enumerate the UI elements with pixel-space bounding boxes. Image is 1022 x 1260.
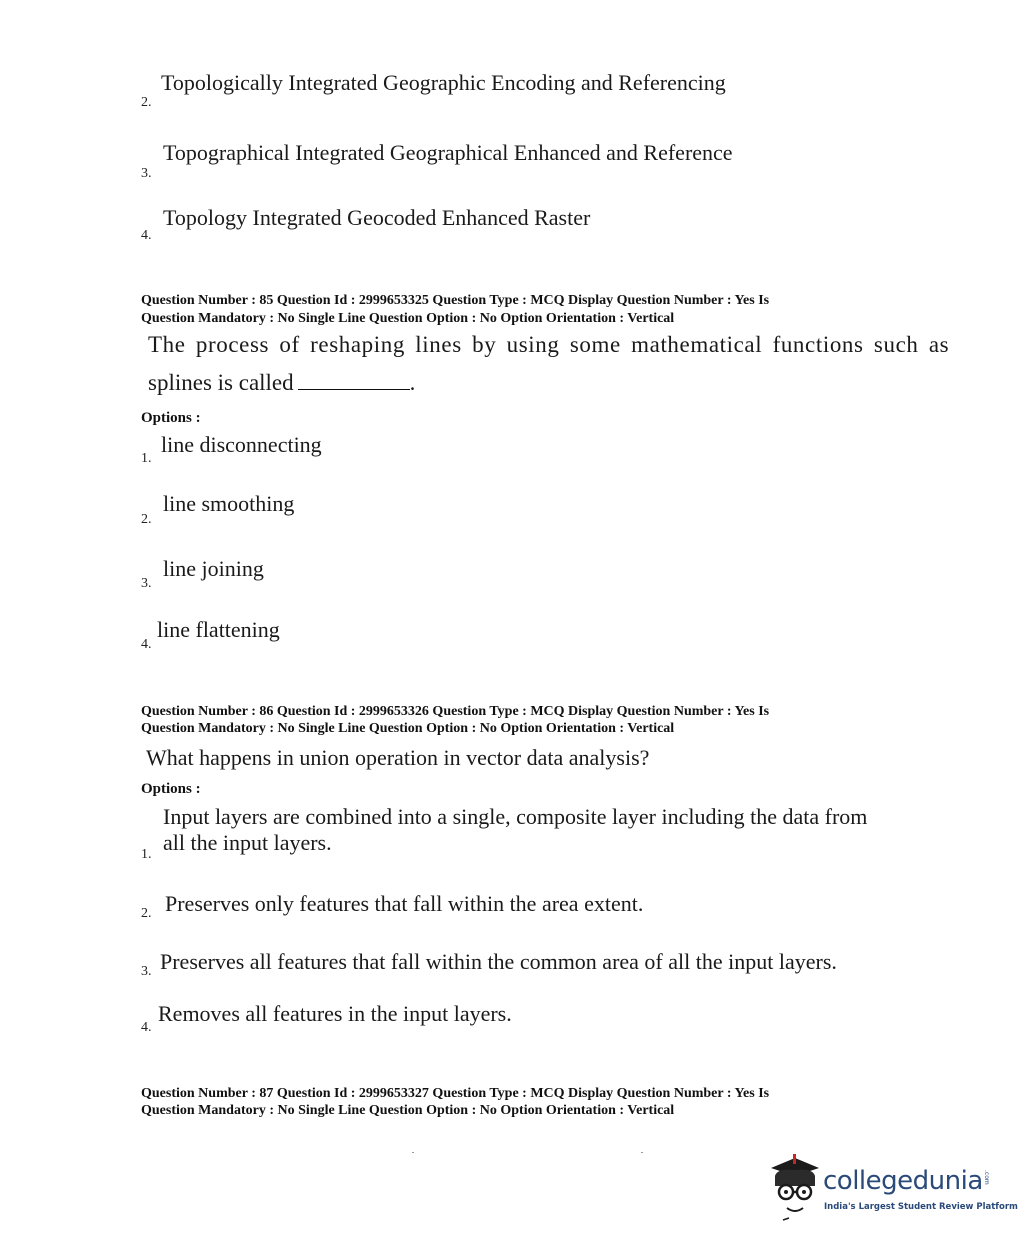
option-number: 2. — [141, 512, 152, 527]
option-text: Preserves only features that fall within the area extent. — [165, 891, 644, 916]
brand-name: collegedunia — [823, 1166, 983, 1196]
question-text-line1: The process of reshaping lines by using some mathematical functions such as — [148, 332, 950, 357]
option-text: line joining — [163, 556, 264, 581]
question-meta-line2: Question Mandatory : No Single Line Question Option : No Option Orientation : Vertical — [141, 311, 675, 326]
option-number: 2. — [141, 95, 152, 110]
mascot-icon — [765, 1152, 825, 1227]
option-text: Topologically Integrated Geographic Encoding and Referencing — [161, 70, 726, 95]
brand-domain-suffix: .com — [983, 1170, 990, 1185]
options-label: Options : — [141, 781, 201, 797]
question-meta-line1: Question Number : 85 Question Id : 2999653325 Question Type : MCQ Display Question Number : Yes Is — [141, 293, 770, 308]
option-number: 4. — [141, 1020, 152, 1035]
question-meta-line2: Question Mandatory : No Single Line Question Option : No Option Orientation : Vertical — [141, 721, 675, 736]
option-text-line2: all the input layers. — [163, 830, 332, 855]
option-text: line flattening — [157, 617, 280, 642]
option-text: Topology Integrated Geocoded Enhanced Raster — [163, 205, 591, 230]
scan-speck — [641, 1152, 643, 1153]
question-text: What happens in union operation in vector data analysis? — [146, 745, 650, 770]
option-text: line disconnecting — [161, 432, 322, 457]
brand-tagline: India's Largest Student Review Platform — [824, 1202, 1018, 1212]
option-number: 1. — [141, 847, 152, 862]
option-number: 3. — [141, 576, 152, 591]
option-number: 3. — [141, 964, 152, 979]
option-text: Topographical Integrated Geographical Enhanced and Reference — [163, 140, 733, 165]
option-text: line smoothing — [163, 491, 295, 516]
option-text: Preserves all features that fall within the common area of all the input layers. — [160, 949, 837, 974]
collegedunia-watermark — [765, 1152, 1018, 1232]
question-meta-line2: Question Mandatory : No Single Line Question Option : No Option Orientation : Vertical — [141, 1103, 675, 1118]
question-text-end: . — [409, 370, 416, 395]
option-number: 1. — [141, 451, 152, 466]
option-number: 3. — [141, 166, 152, 181]
answer-blank — [298, 371, 410, 390]
option-number: 2. — [141, 906, 152, 921]
option-number: 4. — [141, 228, 152, 243]
option-text-line1: Input layers are combined into a single, composite layer including the data from — [163, 804, 868, 829]
scan-speck — [412, 1152, 414, 1153]
option-text: Removes all features in the input layers. — [158, 1001, 512, 1026]
options-label: Options : — [141, 410, 201, 426]
question-text-line2-content: splines is called — [148, 370, 294, 395]
question-meta-line1: Question Number : 87 Question Id : 2999653327 Question Type : MCQ Display Question Number : Yes Is — [141, 1086, 770, 1101]
question-meta-line1: Question Number : 86 Question Id : 2999653326 Question Type : MCQ Display Question Number : Yes Is — [141, 704, 770, 719]
question-text-line2 — [148, 370, 415, 396]
option-number: 4. — [141, 637, 152, 652]
